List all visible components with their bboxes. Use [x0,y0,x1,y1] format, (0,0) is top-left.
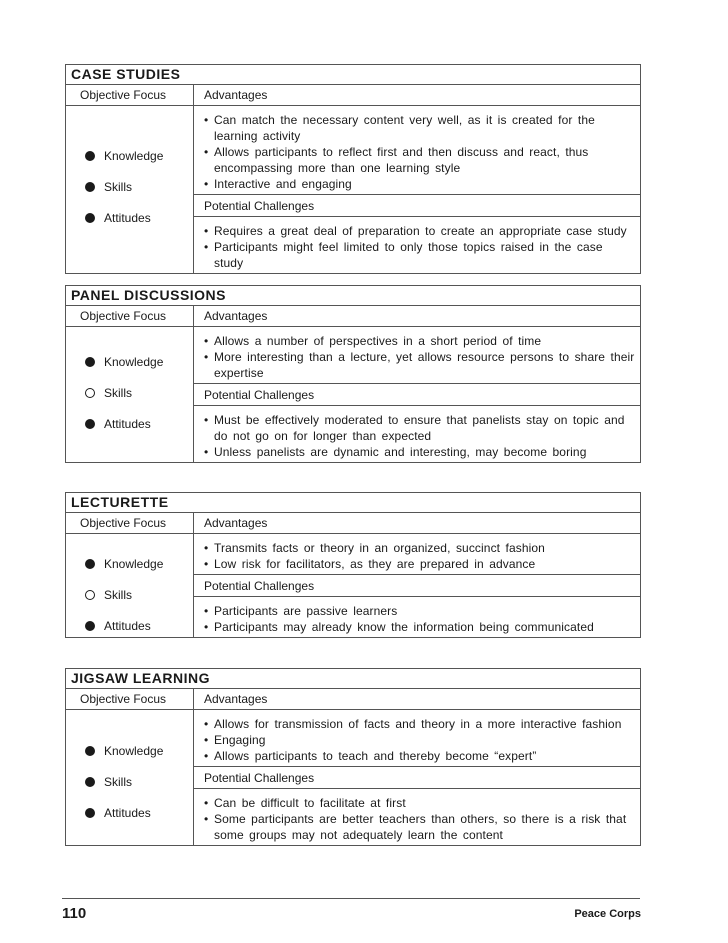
list-item: • Interactive and engaging [204,176,636,192]
advantages-list [194,710,640,767]
focus-bullet-icon [85,559,95,569]
advantages-header: Advantages [204,309,268,323]
focus-bullet-icon [85,388,95,398]
table-body [66,534,640,637]
focus-bullet-icon [85,746,95,756]
focus-column [66,327,194,462]
focus-label: Attitudes [104,619,151,633]
publisher-name: Peace Corps [574,908,641,920]
objective-focus-header: Objective Focus [66,306,194,326]
list-item: • Allows for transmission of facts and theory in a more interactive fashion [204,716,636,732]
advantages-header: Advantages [204,692,268,706]
focus-knowledge [85,354,163,370]
focus-column [66,534,194,637]
list-item: • Transmits facts or theory in an organized, succinct fashion [204,540,636,556]
focus-skills [85,587,132,603]
focus-column [66,710,194,845]
challenges-list [194,406,640,462]
focus-bullet-icon [85,151,95,161]
content-column [194,327,640,462]
focus-label: Attitudes [104,806,151,820]
focus-label: Attitudes [104,417,151,431]
table-header [66,513,640,534]
table-header [66,689,640,710]
focus-knowledge [85,148,163,164]
advantages-header: Advantages [204,88,268,102]
potential-challenges-header: Potential Challenges [194,767,640,789]
advantages-list [194,327,640,384]
focus-knowledge [85,556,163,572]
focus-bullet-icon [85,213,95,223]
table-body [66,106,640,273]
table-case-studies [65,64,641,274]
potential-challenges-header: Potential Challenges [194,195,640,217]
focus-label: Knowledge [104,149,164,163]
table-title: LECTURETTE [66,493,640,513]
focus-label: Knowledge [104,355,164,369]
list-item: • Participants may already know the information being communicated [204,619,636,635]
content-column [194,710,640,845]
list-item: • More interesting than a lecture, yet allows resource persons to share their expertise [204,349,636,381]
list-item: • Unless panelists are dynamic and interesting, may become boring [204,444,636,460]
advantages-list [194,106,640,195]
focus-label: Skills [104,775,133,789]
advantages-header: Advantages [204,516,268,530]
table-title: JIGSAW LEARNING [66,669,640,689]
content-column [194,534,640,637]
table-title: PANEL DISCUSSIONS [66,286,640,306]
list-item: • Low risk for facilitators, as they are prepared in advance [204,556,636,572]
potential-challenges-header: Potential Challenges [194,384,640,406]
list-item: • Some participants are better teachers than others, so there is a risk that some groups may not adequately learn the content [204,811,636,843]
focus-label: Skills [104,588,133,602]
table-body [66,327,640,462]
advantages-list [194,534,640,575]
list-item: • Allows participants to teach and thereby become “expert” [204,748,636,764]
table-title: CASE STUDIES [66,65,640,85]
list-item: • Requires a great deal of preparation to create an appropriate case study [204,223,636,239]
table-header [66,306,640,327]
focus-column [66,106,194,273]
focus-bullet-icon [85,621,95,631]
focus-attitudes [85,618,151,634]
challenges-list [194,217,640,273]
focus-attitudes [85,210,151,226]
list-item: • Participants are passive learners [204,603,636,619]
focus-bullet-icon [85,419,95,429]
focus-skills [85,774,132,790]
challenges-list [194,597,640,637]
content-column [194,106,640,273]
focus-label: Attitudes [104,211,151,225]
list-item: • Engaging [204,732,636,748]
table-panel-discussions [65,285,641,463]
table-jigsaw-learning [65,668,641,846]
focus-label: Knowledge [104,744,164,758]
list-item: • Must be effectively moderated to ensure that panelists stay on topic and do not go on for longer than expected [204,412,636,444]
objective-focus-header: Objective Focus [66,85,194,105]
focus-label: Knowledge [104,557,164,571]
page-number: 110 [62,905,87,922]
focus-bullet-icon [85,182,95,192]
focus-label: Skills [104,180,133,194]
focus-bullet-icon [85,777,95,787]
table-header [66,85,640,106]
focus-attitudes [85,416,151,432]
list-item: • Allows a number of perspectives in a short period of time [204,333,636,349]
focus-bullet-icon [85,808,95,818]
list-item: • Allows participants to reflect first and then discuss and react, thus encompassing more than one learning style [204,144,636,176]
challenges-list [194,789,640,845]
focus-attitudes [85,805,151,821]
table-lecturette [65,492,641,638]
footer-divider [62,898,640,899]
objective-focus-header: Objective Focus [66,689,194,709]
focus-skills [85,385,132,401]
list-item: • Participants might feel limited to only those topics raised in the case study [204,239,636,271]
focus-knowledge [85,743,163,759]
list-item: • Can match the necessary content very well, as it is created for the learning activity [204,112,636,144]
focus-bullet-icon [85,357,95,367]
list-item: • Can be difficult to facilitate at first [204,795,636,811]
focus-skills [85,179,132,195]
objective-focus-header: Objective Focus [66,513,194,533]
focus-bullet-icon [85,590,95,600]
focus-label: Skills [104,386,133,400]
potential-challenges-header: Potential Challenges [194,575,640,597]
table-body [66,710,640,845]
